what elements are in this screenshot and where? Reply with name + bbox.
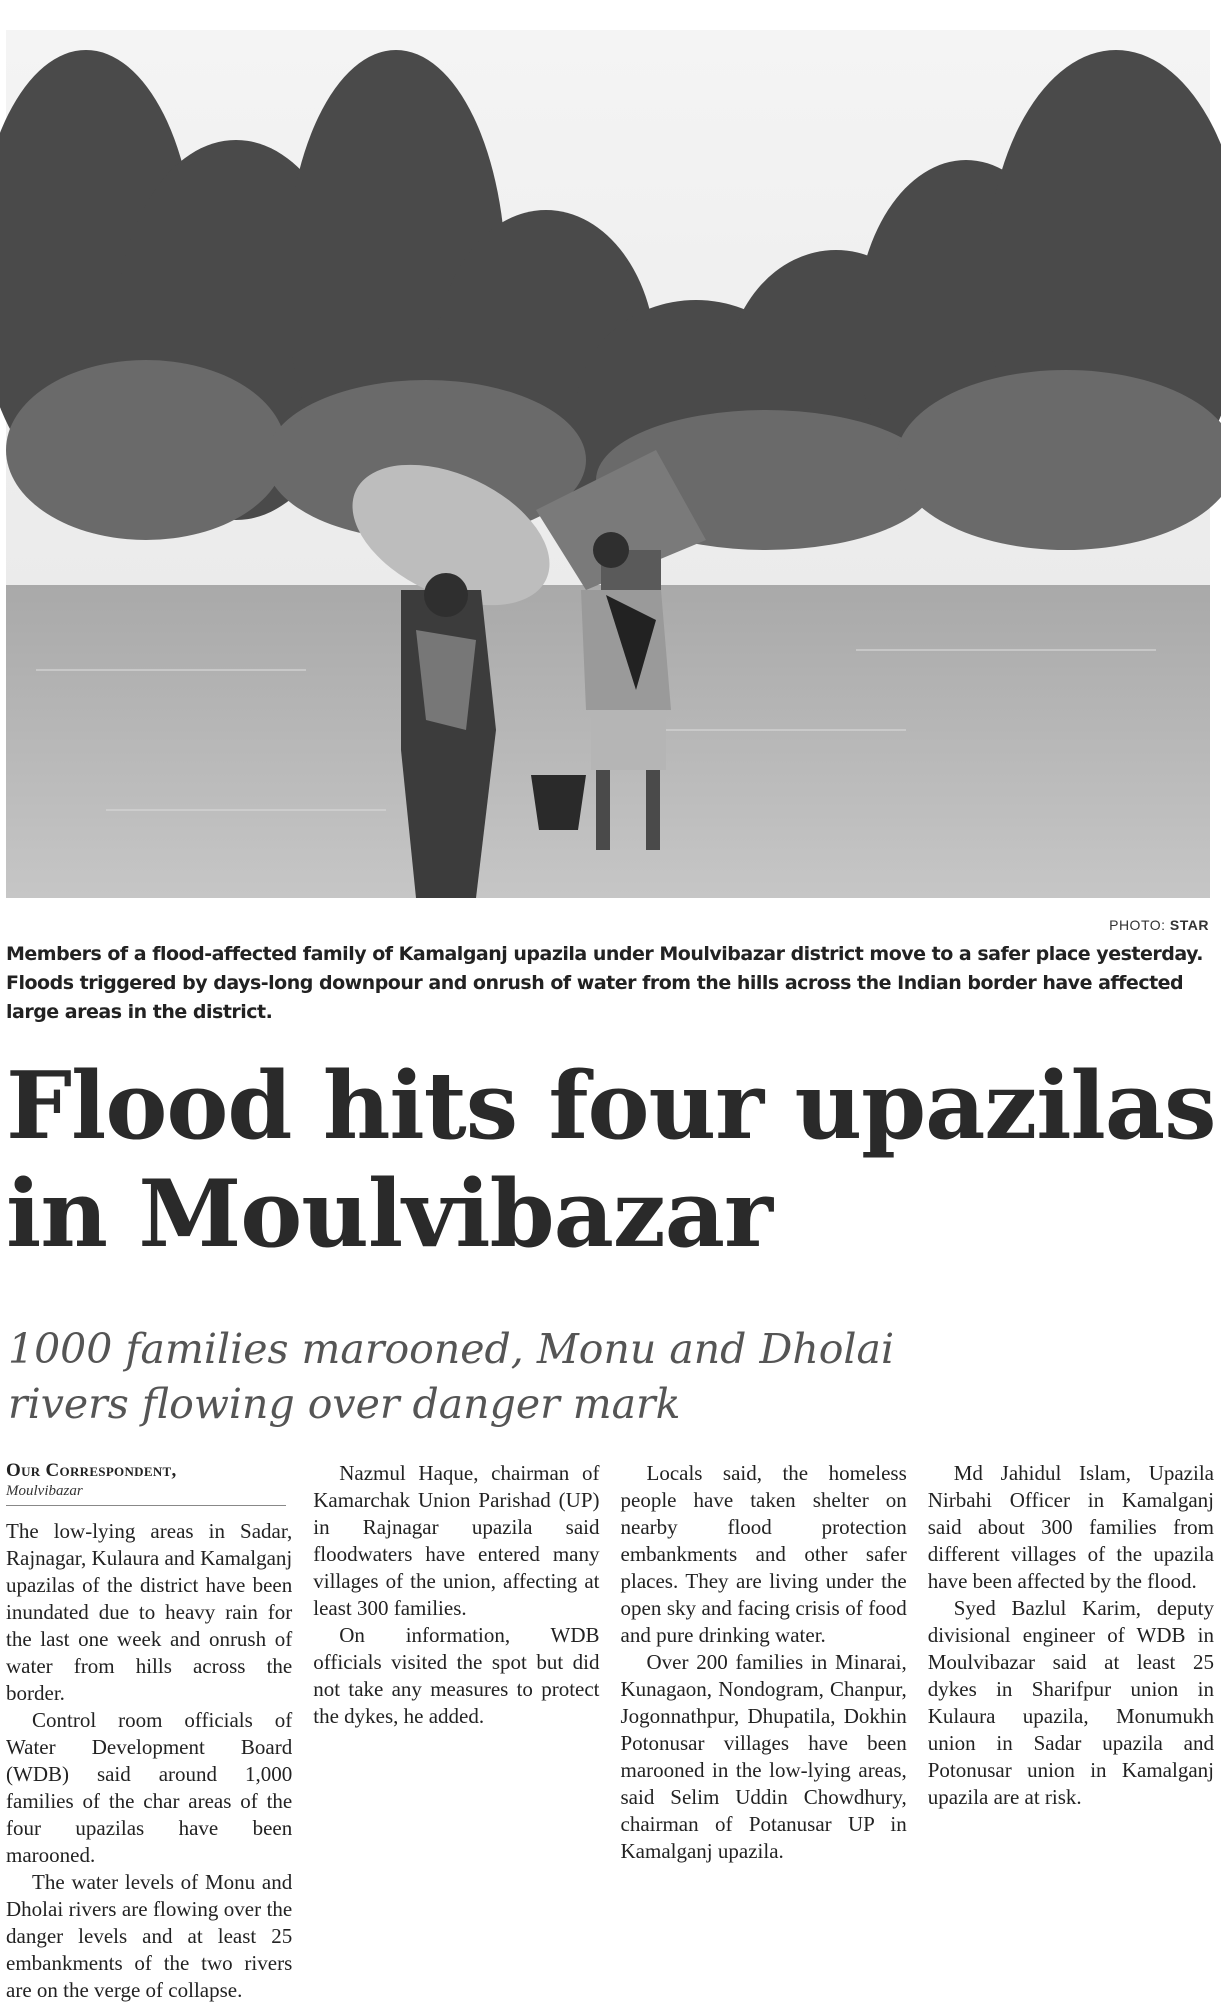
flood-photo-illustration bbox=[6, 30, 1210, 898]
column-3 bbox=[621, 1460, 907, 2004]
subheadline: 1000 families marooned, Monu and Dholai rivers flowing over danger mark bbox=[8, 1325, 895, 1428]
photo-credit bbox=[1109, 917, 1209, 933]
byline bbox=[6, 1460, 292, 1506]
column-1 bbox=[6, 1460, 292, 2004]
article-body bbox=[6, 1460, 1214, 2002]
paragraph-6: Locals said, the homeless people have taken shelter on nearby flood protection embankments and other safer places. They are living under the open sky and facing crisis of food and pure drinking water. bbox=[620, 1461, 907, 1647]
byline-name: Our Correspondent, bbox=[6, 1460, 177, 1481]
byline-place: Moulvibazar bbox=[6, 1482, 286, 1506]
photo-credit-label: PHOTO: bbox=[1109, 917, 1166, 933]
paragraph-5: On information, WDB officials visited the spot but did not take any measures to protect the dykes, he added. bbox=[313, 1623, 600, 1728]
paragraph-3: The water levels of Monu and Dholai rivers are flowing over the danger levels and at least 25 embankments of the two rivers are on the verge of collapse. bbox=[6, 1870, 293, 2002]
headline: Flood hits four upazilas in Moulvibazar bbox=[6, 1051, 1216, 1268]
column-4 bbox=[928, 1460, 1214, 2004]
paragraph-9: Syed Bazlul Karim, deputy divisional engineer of WDB in Moulvibazar said at least 25 dykes in Sharifpur union in Kulaura upazila, Monumukh union in Sadar upazila and Potonusar union in Kamalganj upazila are at risk. bbox=[927, 1596, 1214, 1809]
flood-photo bbox=[6, 30, 1210, 898]
photo-caption: Members of a flood-affected family of Kamalganj upazila under Moulvibazar district move to a safer place yesterday. Floods triggered by days-long downpour and onrush of water from the hills across the Indian border have affected large areas in the district. bbox=[6, 943, 1203, 1023]
paragraph-1: The low-lying areas in Sadar, Rajnagar, Kulaura and Kamalganj upazilas of the district have been inundated due to heavy rain for the last one week and onrush of water from hills across the border. bbox=[6, 1519, 293, 1705]
photo-credit-source: STAR bbox=[1169, 917, 1209, 933]
paragraph-4: Nazmul Haque, chairman of Kamarchak Union Parishad (UP) in Rajnagar upazila said floodwaters have entered many villages of the union, affecting at least 300 families. bbox=[313, 1461, 600, 1620]
paragraph-8: Md Jahidul Islam, Upazila Nirbahi Officer in Kamalganj said about 300 families from different villages of the upazila have been affected by the flood. bbox=[927, 1461, 1214, 1593]
paragraph-2: Control room officials of Water Development Board (WDB) said around 1,000 families of the char areas of the four upazilas have been marooned. bbox=[6, 1708, 293, 1867]
column-2 bbox=[313, 1460, 599, 2004]
paragraph-7: Over 200 families in Minarai, Kunagaon, Nondogram, Chanpur, Jogonnathpur, Dhupatila, Dokhin Potonusar villages have been marooned in the low-lying areas, said Selim Uddin Chowdhury, chairman of Potanusar UP in Kamalganj upazila. bbox=[620, 1650, 907, 1863]
